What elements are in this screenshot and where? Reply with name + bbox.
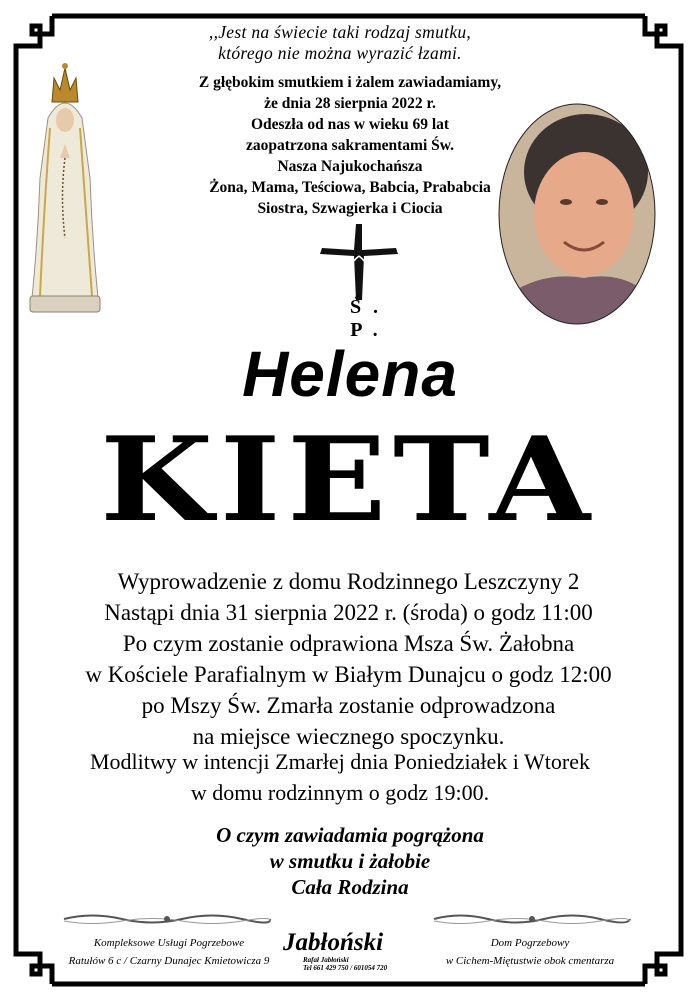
prayer-line: w domu rodzinnym o godz 19:00. [190,780,490,805]
right-ornament-icon [432,912,632,931]
closing-line: O czym zawiadamia pogrążona [216,823,484,847]
intro-line: Żona, Mama, Teściowa, Babcia, Prababcia [209,179,491,196]
funeral-line: na miejsce wiecznego spoczynku. [192,724,505,749]
first-name: Helena [242,338,458,410]
intro-line: Siostra, Szwagierka i Ciocia [257,200,443,217]
intro-line: Odeszła od nas w wieku 69 lat [250,116,450,133]
quote-line-2: którego nie można wyrazić łzami. [218,43,462,63]
footer-left-line-2: Ratułów 6 c / Czarny Dunajec Kmietowicza 9 [68,955,270,967]
funeral-line: Nastąpi dnia 31 sierpnia 2022 r. (środa) o godz 11:00 [104,600,593,625]
quote [100,22,580,64]
footer-right [430,936,630,968]
intro-line: zaopatrzona sakramentami Św. [246,137,454,154]
prayer-line: Modlitwy w intencji Zmarłej dnia Poniedziałek i Wtorek [90,749,590,774]
funeral-home-logo [283,930,413,972]
sp-abbreviation: Ś. P. [349,296,391,341]
footer-right-line-2: w Cichem-Miętustwie obok cmentarza [445,955,615,967]
logo-name: Jabłoński [283,929,384,956]
intro-line: Z głębokim smutkiem i żalem zawiadamiamy, [198,74,502,91]
prayer-details [40,746,640,808]
closing-signature [150,822,550,900]
funeral-line: po Mszy Św. Zmarła zostanie odprowadzona [141,693,556,718]
footer-left-line-1: Kompleksowe Usługi Pogrzebowe [93,937,245,949]
footer-left [64,936,274,968]
funeral-line: Po czym zostanie odprawiona Msza Św. Żałobna [122,631,575,656]
funeral-line: w Kościele Parafialnym w Białym Dunajcu o godz 12:00 [85,662,612,687]
left-ornament-icon [62,912,272,931]
quote-line-1: ,,Jest na świecie taki rodzaj smutku, [208,22,472,42]
closing-line: Cała Rodzina [291,875,409,899]
logo-phone: Tel 661 429 750 / 601054 720 [303,964,388,972]
closing-line: w smutku i żałobie [269,849,431,873]
funeral-details [40,566,657,752]
portrait-photo [498,102,656,326]
logo-owner: Rafał Jabłoński [303,956,349,964]
cross-icon [316,222,402,302]
funeral-line: Wyprowadzenie z domu Rodzinnego Leszczyny 2 [117,569,580,594]
intro-line: że dnia 28 sierpnia 2022 r. [264,95,436,112]
madonna-statue-image [20,58,110,316]
last-name: KIETA [100,412,597,548]
intro-line: Nasza Najukochańsza [277,158,423,175]
footer-right-line-1: Dom Pogrzebowy [490,937,570,949]
